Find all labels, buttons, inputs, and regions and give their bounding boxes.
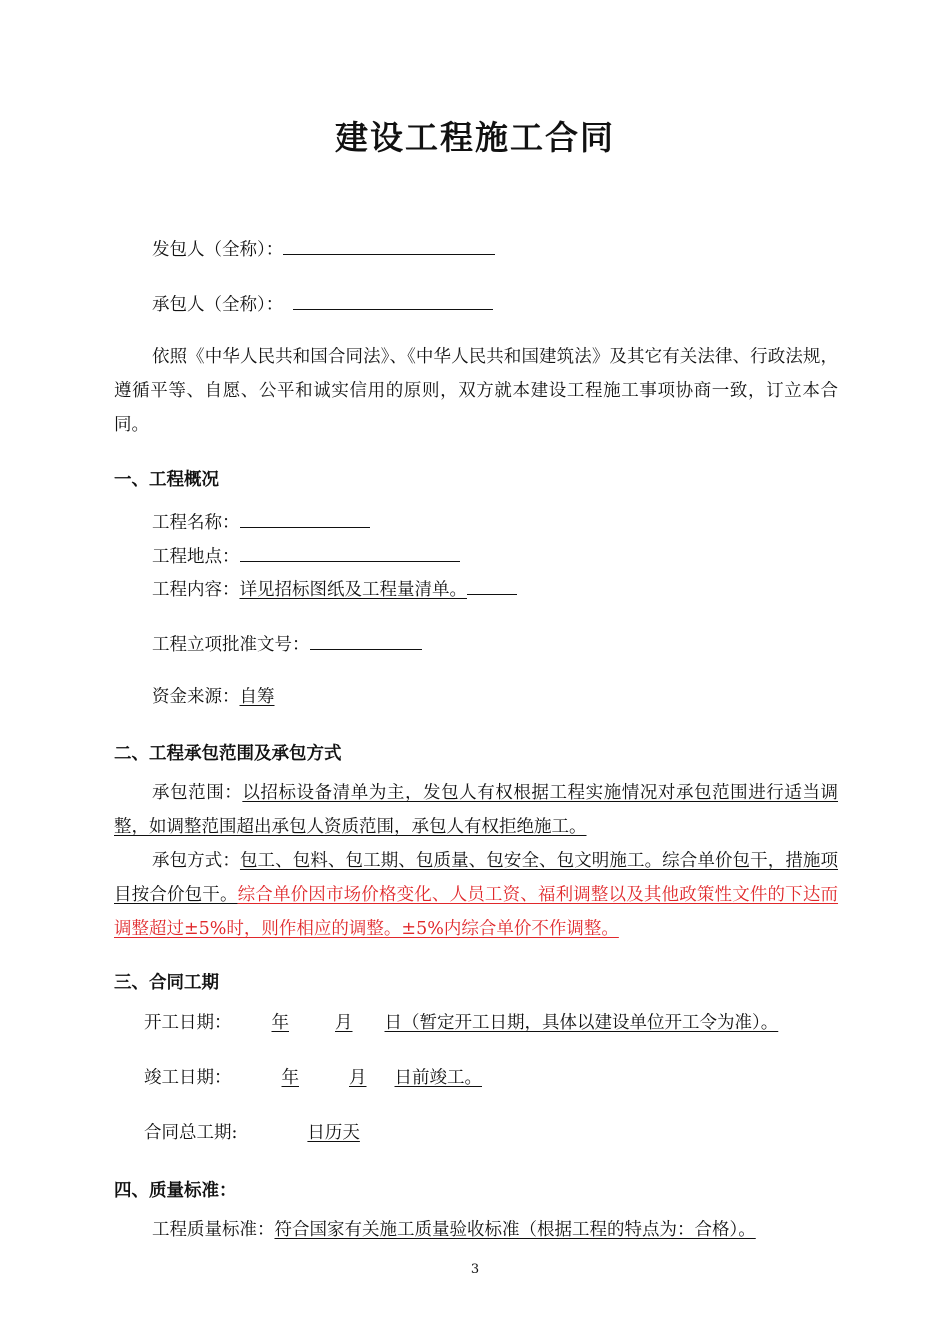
funding-label: 资金来源： [152, 687, 240, 707]
project-name-label: 工程名称： [152, 513, 240, 533]
method-value: 包工、包料、包工期、包质量、包安全、包文明施工。综合单价包干，措施项目按合价包干。 [114, 851, 839, 905]
preamble-paragraph: 依照《中华人民共和国合同法》、《中华人民共和国建筑法》及其它有关法律、行政法规，遵循平等、自愿、公平和诚实信用的原则，双方就本建设工程施工事项协商一致，订立本合同。 [114, 347, 838, 435]
funding-value: 自筹 [239, 687, 275, 707]
total-period-text: 日历天 [307, 1123, 360, 1143]
section1-heading: 一、工程概况 [114, 470, 219, 490]
project-location-label: 工程地点： [152, 547, 240, 567]
approval-label: 工程立项批准文号： [152, 635, 310, 655]
quality-value: 符合国家有关施工质量验收标准（根据工程的特点为：合格）。 [274, 1220, 756, 1240]
end-year: 年 [281, 1068, 299, 1088]
method-paragraph [114, 844, 838, 946]
funding-line [152, 686, 275, 708]
start-day: 日（暂定开工日期，具体以建设单位开工令为准）。 [384, 1013, 779, 1033]
project-location-blank [240, 543, 460, 562]
project-content-value: 详见招标图纸及工程量清单。 [239, 580, 467, 600]
project-content-line [152, 576, 517, 601]
end-date-line [144, 1067, 482, 1089]
contractor-blank [293, 291, 493, 310]
document-title: 建设工程施工合同 [335, 118, 615, 157]
start-date-label: 开工日期： [144, 1013, 232, 1033]
section2-heading: 二、工程承包范围及承包方式 [114, 744, 342, 764]
scope-paragraph [114, 776, 838, 844]
contractor-label: 承包人（全称）： [152, 295, 284, 315]
project-content-blank [467, 576, 517, 595]
quality-label: 工程质量标准： [152, 1220, 275, 1240]
start-date-line [144, 1012, 778, 1034]
start-month: 月 [335, 1013, 353, 1033]
end-day: 日前竣工。 [394, 1068, 482, 1088]
scope-value: 以招标设备清单为主，发包人有权根据工程实施情况对承包范围进行适当调整，如调整范围超出承包人资质范围，承包人有权拒绝施工。 [114, 783, 839, 837]
method-red-value: 综合单价因市场价格变化、人员工资、福利调整以及其他政策性文件的下达而调整超过±5%时，则作相应的调整。±5%内综合单价不作调整。 [114, 885, 839, 939]
total-period-label: 合同总工期: [144, 1123, 238, 1143]
project-content-label: 工程内容： [152, 580, 240, 600]
start-year: 年 [271, 1013, 289, 1033]
employer-blank [283, 236, 495, 255]
total-period-line [144, 1122, 360, 1144]
page-number: 3 [470, 1262, 480, 1277]
approval-blank [310, 631, 422, 650]
project-location-line [152, 543, 460, 568]
contractor-line [152, 291, 493, 316]
end-date-label: 竣工日期： [144, 1068, 232, 1088]
employer-label: 发包人（全称）： [152, 240, 284, 260]
end-month: 月 [349, 1068, 367, 1088]
section4-heading: 四、质量标准： [114, 1181, 237, 1201]
employer-line [152, 236, 495, 261]
project-name-line [152, 509, 370, 534]
method-label: 承包方式： [152, 851, 240, 871]
approval-line [152, 631, 422, 656]
end-date-value [232, 1068, 483, 1088]
section3-heading: 三、合同工期 [114, 973, 219, 993]
project-name-blank [240, 509, 370, 528]
quality-line [152, 1219, 756, 1241]
scope-label: 承包范围： [152, 783, 243, 803]
total-period-value [237, 1123, 360, 1143]
start-date-value [232, 1013, 779, 1033]
